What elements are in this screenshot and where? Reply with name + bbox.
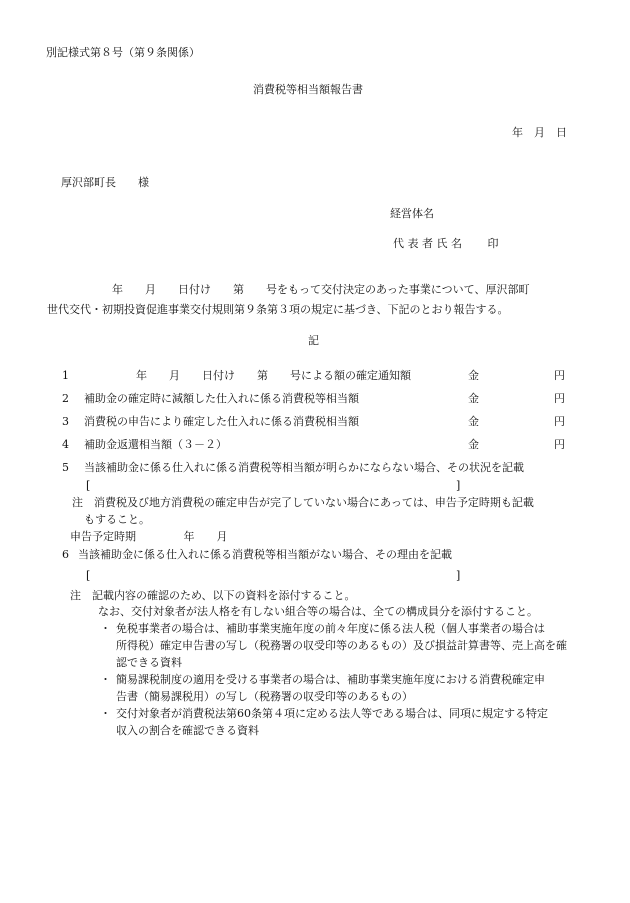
notes-subtext: なお、交付対象者が法人格を有しない組合等の場合は、全ての構成員分を添付すること。 bbox=[98, 605, 538, 618]
item-text: 当該補助金に係る仕入れに係る消費税等相当額がない場合、その理由を記載 bbox=[78, 548, 452, 561]
item-number: 3 bbox=[62, 415, 69, 428]
item-text: 補助金の確定時に減額した仕入れに係る消費税等相当額 bbox=[84, 392, 359, 405]
bullet-line: 認できる資料 bbox=[116, 656, 182, 669]
bullet-mark: ・ bbox=[100, 622, 111, 635]
notes-heading: 注 記載内容の確認のため、以下の資料を添付すること。 bbox=[70, 589, 356, 602]
item-yen: 円 bbox=[554, 415, 565, 428]
ki-heading: 記 bbox=[308, 334, 319, 347]
bracket-close: ] bbox=[456, 569, 461, 582]
bullet-line: 所得税）確定申告書の写し（税務署の収受印等のあるもの）及び損益計算書等、売上高を確 bbox=[116, 639, 567, 652]
document-title: 消費税等相当額報告書 bbox=[253, 83, 363, 96]
note-line-1: 注 消費税及び地方消費税の確定申告が完了していない場合にあっては、申告予定時期も記載 bbox=[72, 496, 534, 509]
item-text: 年 月 日付け 第 号による額の確定通知額 bbox=[136, 369, 411, 382]
bullet-mark: ・ bbox=[100, 673, 111, 686]
bullet-line: 免税事業者の場合は、補助事業実施年度の前々年度に係る法人税（個人事業者の場合は bbox=[116, 622, 545, 635]
bullet-line: 交付対象者が消費税法第60条第４項に定める法人等である場合は、同項に規定する特定 bbox=[116, 707, 548, 720]
item-yen: 円 bbox=[554, 438, 565, 451]
intro-line-2: 世代交代・初期投資促進事業交付規則第９条第３項の規定に基づき、下記のとおり報告する。 bbox=[47, 303, 509, 316]
bullet-line: 簡易課税制度の適用を受ける事業者の場合は、補助事業実施年度における消費税確定申 bbox=[116, 673, 545, 686]
item-text: 消費税の申告により確定した仕入れに係る消費税相当額 bbox=[84, 415, 359, 428]
item-number: 1 bbox=[62, 369, 69, 382]
item-kin: 金 bbox=[468, 415, 479, 428]
addressee: 厚沢部町長 様 bbox=[61, 176, 149, 189]
bullet-line: 収入の割合を確認できる資料 bbox=[116, 724, 259, 737]
item-number: 6 bbox=[62, 548, 69, 561]
representative-name-label: 代 表 者 氏 名 印 bbox=[393, 237, 499, 250]
item-kin: 金 bbox=[468, 369, 479, 382]
bracket-open: [ bbox=[86, 569, 91, 582]
bullet-line: 告書（簡易課税用）の写し（税務署の収受印等のあるもの） bbox=[116, 690, 413, 703]
bullet-mark: ・ bbox=[100, 707, 111, 720]
item-yen: 円 bbox=[554, 369, 565, 382]
item-number: 2 bbox=[62, 392, 69, 405]
item-text: 補助金返還相当額（３－２） bbox=[84, 438, 227, 451]
item-text: 当該補助金に係る仕入れに係る消費税等相当額が明らかにならない場合、その状況を記載 bbox=[84, 461, 524, 474]
bracket-close: ] bbox=[456, 479, 461, 492]
item-kin: 金 bbox=[468, 438, 479, 451]
date-field: 年 月 日 bbox=[512, 126, 567, 139]
form-number: 別記様式第８号（第９条関係） bbox=[46, 46, 200, 59]
item-kin: 金 bbox=[468, 392, 479, 405]
bracket-open: [ bbox=[86, 479, 91, 492]
entity-name-label: 経営体名 bbox=[390, 207, 434, 220]
note-line-2: もすること。 bbox=[84, 513, 150, 526]
item-yen: 円 bbox=[554, 392, 565, 405]
item-number: 5 bbox=[62, 461, 69, 474]
item-number: 4 bbox=[62, 438, 69, 451]
intro-line-1: 年 月 日付け 第 号をもって交付決定のあった事業について、厚沢部町 bbox=[112, 283, 530, 296]
filing-schedule: 申告予定時期 年 月 bbox=[70, 530, 228, 543]
